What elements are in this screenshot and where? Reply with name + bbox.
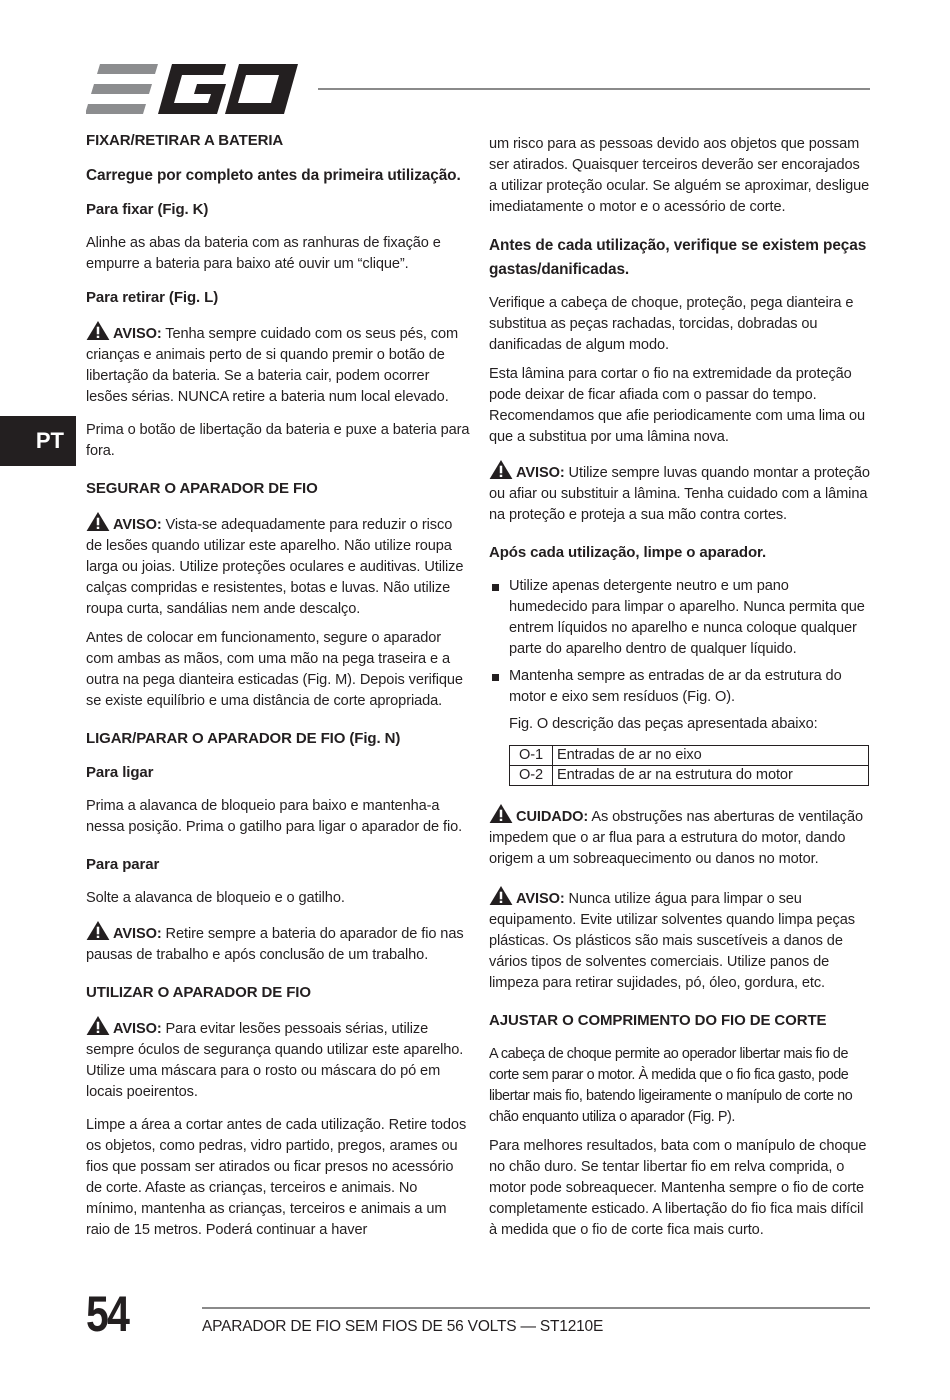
heading-start: Para ligar [86, 764, 154, 781]
warning-triangle-icon [86, 321, 110, 340]
paragraph-best-results: Para melhores resultados, bata com o manípulo de choque no chão duro. Se tentar libertar fio em relva comprida, o motor pode sobreaquecer. Mantenha sempre o fio de corte completamente esticado. A libertação do fio fica mais difícil à medida que o fio de corte fica mais curto. [489, 1138, 867, 1238]
caution-ventilation: CUIDADO: As obstruções nas aberturas de ventilação impedem que o ar flua para a estrutura do motor, dando origem a um sobreaquecimento ou danos no motor. [489, 804, 871, 870]
language-tab: PT [0, 416, 76, 466]
paragraph-start: Prima a alavanca de bloqueio para baixo e mantenha-a nessa posição. Prima o gatilho para ligar o aparador de fio. [86, 798, 463, 835]
heading-use: UTILIZAR O APARADOR DE FIO [86, 984, 311, 1001]
warning-remove-battery: AVISO: Retire sempre a bateria do aparador de fio nas pausas de trabalho e após conclusão de um trabalho. [86, 921, 470, 966]
paragraph-check: Verifique a cabeça de choque, proteção, pega dianteira e substitua as peças rachadas, torcidas, dobradas ou danificadas de algum modo. [489, 295, 854, 353]
paragraph-blade: Esta lâmina para cortar o fio na extremidade da proteção pode deixar de ficar afiada com o passar do tempo. Recomendamos que afie periodicamente com uma lima ou que a substitua por uma lâmina nova. [489, 366, 866, 445]
paragraph-continued: um risco para as pessoas devido aos objetos que possam ser atirados. Quaisquer terceiros deverão ser encorajados a utilizar proteção ocular. Se alguém se aproximar, desligue imediatamente o motor e o acessório de corte. [489, 136, 870, 215]
paragraph-adjust: A cabeça de choque permite ao operador libertar mais fio de corte sem parar o motor. À medida que o fio fica gasto, pode libertar mais fio, batendo ligeiramente o manípulo de corte no chão enquanto utiliza o aparador (Fig. P). [489, 1046, 853, 1125]
heading-hold: SEGURAR O APARADOR DE FIO [86, 480, 318, 497]
paragraph-hold: Antes de colocar em funcionamento, segure o aparador com ambas as mãos, com uma mão na pega traseira e a outra na pega dianteira esticadas (Fig. M). Depois verifique se existe equilíbrio e uma distância de corte apropriada. [86, 630, 463, 709]
list-item: Utilize apenas detergente neutro e um pano humedecido para limpar o aparelho. Nunca permita que entrem líquidos no aparelho e nunca coloque qualquer parte do aparelho dentro de qualquer líquido. [489, 576, 871, 660]
warning-triangle-icon [489, 804, 513, 823]
warning-triangle-icon [86, 512, 110, 531]
warning-triangle-icon [489, 460, 513, 479]
footer-title: APARADOR DE FIO SEM FIOS DE 56 VOLTS — ST1210E [202, 1318, 604, 1335]
header-rule [318, 88, 870, 90]
right-column [489, 134, 871, 1249]
heading-stop: Para parar [86, 856, 160, 873]
part-description: Entradas de ar no eixo [553, 746, 869, 766]
warning-triangle-icon [86, 921, 110, 940]
heading-remove: Para retirar (Fig. L) [86, 289, 219, 306]
paragraph-clear-area: Limpe a área a cortar antes de cada utilização. Retire todos os objetos, como pedras, vidro partido, pregos, arames ou fios que possam ser atirados ou ficar presos no acessório de corte. Afaste as crianças, terceiros e animais. No mínimo, mantenha as crianças, terceiros e animais a um raio de 15 metros. Poderá continuar a haver [86, 1117, 467, 1238]
paragraph-stop: Solte a alavanca de bloqueio e o gatilho. [86, 890, 345, 906]
part-code: O-1 [510, 746, 553, 766]
warning-triangle-icon [86, 1016, 110, 1035]
heading-start-stop: LIGAR/PARAR O APARADOR DE FIO (Fig. N) [86, 730, 401, 747]
paragraph-remove: Prima o botão de libertação da bateria e puxe a bateria para fora. [86, 422, 470, 459]
heading-attach: Para fixar (Fig. K) [86, 201, 209, 218]
paragraph-attach: Alinhe as abas da bateria com as ranhuras de fixação e empurre a bateria para baixo até ouvir um “clique”. [86, 235, 441, 272]
heading-after-use: Após cada utilização, limpe o aparador. [489, 544, 767, 561]
parts-table [509, 745, 869, 786]
heading-adjust-line: AJUSTAR O COMPRIMENTO DO FIO DE CORTE [489, 1012, 827, 1029]
charge-note: Carregue por completo antes da primeira utilização. [86, 167, 461, 184]
warning-gloves: AVISO: Utilize sempre luvas quando montar a proteção ou afiar ou substituir a lâmina. Tenha cuidado com a lâmina na proteção e proteja a sua mão contra cortes. [489, 460, 871, 526]
left-column [86, 130, 470, 1249]
warning-battery-release: AVISO: Tenha sempre cuidado com os seus pés, com crianças e animais perto de si quando premir o botão de libertação da bateria. Se a bateria cair, podem ocorrer lesões sérias. NUNCA retire a bateria num local elevado. [86, 321, 470, 408]
page-number: 54 [86, 1286, 129, 1342]
figure-caption: Fig. O descrição das peças apresentada abaixo: [509, 716, 818, 732]
heading-battery: FIXAR/RETIRAR A BATERIA [86, 132, 284, 149]
ego-logo [86, 64, 298, 114]
list-item: Mantenha sempre as entradas de ar da estrutura do motor e eixo sem resíduos (Fig. O). [489, 666, 871, 708]
part-description: Entradas de ar na estrutura do motor [553, 766, 869, 786]
table-row [510, 746, 869, 766]
table-row [510, 766, 869, 786]
cleaning-list [489, 576, 871, 708]
warning-water: AVISO: Nunca utilize água para limpar o seu equipamento. Evite utilizar solventes quando limpa peças plásticas. Os plásticos são mais suscetíveis a danos de vários tipos de solventes comerciais. Utilize panos de limpeza para retirar sujidades, pó, óleo, gordura, etc. [489, 886, 871, 994]
heading-check-parts: Antes de cada utilização, verifique se existem peças gastas/danificadas. [489, 237, 867, 278]
part-code: O-2 [510, 766, 553, 786]
warning-clothing: AVISO: Vista-se adequadamente para reduzir o risco de lesões quando utilizar este aparelho. Não utilize roupa larga ou joias. Utilize proteções oculares e auditivas. Utilize calças compridas e resistentes, botas e luvas. Não utilize roupa curta, sandálias nem ande descalço. [86, 512, 470, 620]
warning-safety-glasses: AVISO: Para evitar lesões pessoais sérias, utilize sempre óculos de segurança quando utilizar este aparelho. Utilize uma máscara para o rosto ou máscara do pó em locais poeirentos. [86, 1016, 470, 1103]
warning-triangle-icon [489, 886, 513, 905]
footer-rule [202, 1307, 870, 1309]
